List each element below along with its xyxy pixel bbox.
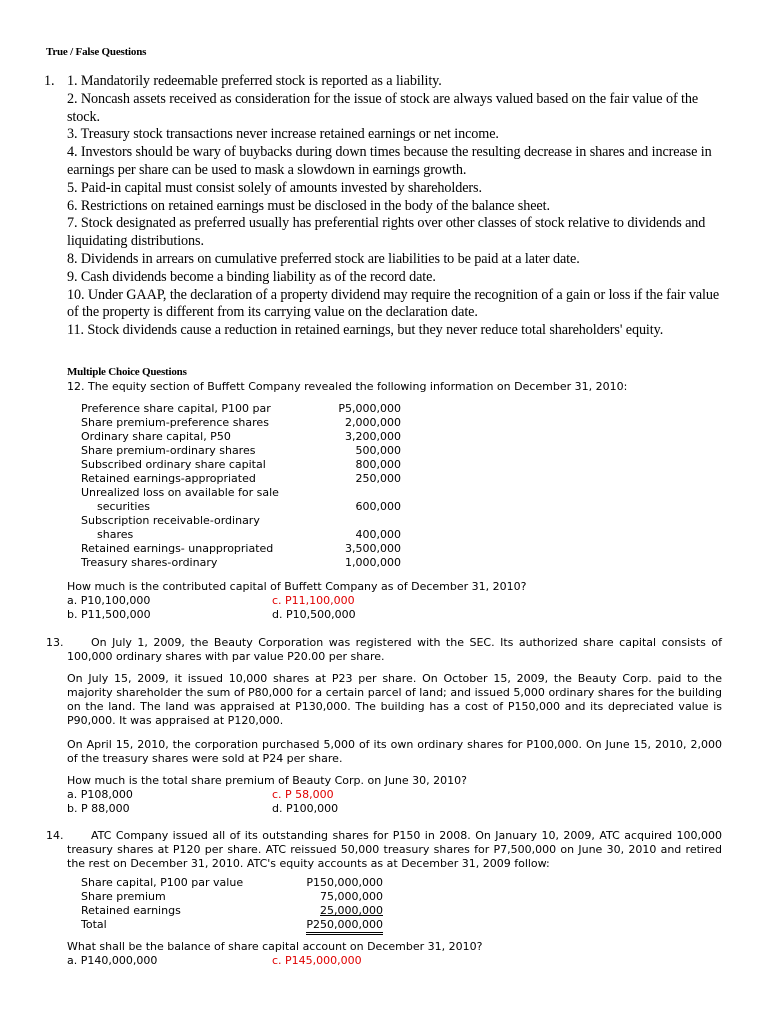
question-12-prompt: How much is the contributed capital of Buffett Company as of December 31, 2010? bbox=[67, 580, 527, 593]
row-label: Unrealized loss on available for sale bbox=[81, 486, 279, 499]
choice-a: a. P108,000 bbox=[67, 788, 133, 801]
question-14-number: 14. bbox=[46, 829, 64, 842]
list-item: 11. Stock dividends cause a reduction in retained earnings, but they never reduce total shareholders' equity. bbox=[67, 322, 664, 339]
table-row bbox=[81, 542, 401, 556]
table-row bbox=[81, 486, 401, 514]
question-14-prompt: What shall be the balance of share capital account on December 31, 2010? bbox=[67, 940, 483, 953]
row-label-continued: shares bbox=[97, 528, 134, 541]
choice-row bbox=[67, 802, 487, 816]
row-value: 3,500,000 bbox=[345, 542, 401, 555]
list-item: 6. Restrictions on retained earnings must be disclosed in the body of the balance sheet. bbox=[67, 197, 550, 214]
choice-b: b. P 88,000 bbox=[67, 802, 130, 815]
multiple-choice-heading: Multiple Choice Questions bbox=[67, 366, 187, 378]
row-value: 800,000 bbox=[355, 458, 401, 471]
row-value: 250,000 bbox=[355, 472, 401, 485]
choice-row bbox=[67, 608, 487, 622]
list-item: 3. Treasury stock transactions never increase retained earnings or net income. bbox=[67, 126, 499, 143]
row-value: 400,000 bbox=[355, 528, 401, 541]
row-value: 25,000,000 bbox=[320, 904, 383, 917]
row-value-total: P250,000,000 bbox=[306, 918, 383, 935]
row-value: 600,000 bbox=[355, 500, 401, 513]
list-item: 9. Cash dividends become a binding liability as of the record date. bbox=[67, 268, 436, 285]
choice-d: d. P10,500,000 bbox=[272, 608, 356, 621]
row-value: 3,200,000 bbox=[345, 430, 401, 443]
equity-accounts-table bbox=[81, 876, 383, 932]
row-label: Retained earnings- unappropriated bbox=[81, 542, 274, 555]
choice-c-answer: c. P145,000,000 bbox=[272, 954, 362, 967]
table-row bbox=[81, 918, 383, 932]
question-14-paragraph-1: ATC Company issued all of its outstanding shares for P150 in 2008. On January 10, 2009, ATC acquired 100,000 treasury shares at P120 per share. ATC reissued 50,000 treasury shares for P7,500,000 on June 30, 2010 and retired the rest on December 31, 2010. ATC's equity accounts as at December 31, 2009 follow: bbox=[67, 829, 722, 870]
row-label: Retained earnings-appropriated bbox=[81, 472, 256, 485]
row-label: Share premium-preference shares bbox=[81, 416, 269, 429]
row-label: Treasury shares-ordinary bbox=[81, 556, 218, 569]
table-row bbox=[81, 458, 401, 472]
row-label: Share premium-ordinary shares bbox=[81, 444, 256, 457]
row-label: Subscription receivable-ordinary bbox=[81, 514, 260, 527]
list-item: 5. Paid-in capital must consist solely of amounts invested by shareholders. bbox=[67, 179, 482, 196]
row-label: Retained earnings bbox=[81, 904, 181, 917]
question-14-choices bbox=[67, 954, 487, 968]
row-value: P5,000,000 bbox=[338, 402, 401, 415]
choice-row bbox=[67, 594, 487, 608]
question-12-stem: 12. The equity section of Buffett Company revealed the following information on December 31, 2010: bbox=[67, 380, 628, 393]
question-13-paragraph-1: On July 1, 2009, the Beauty Corporation was registered with the SEC. Its authorized share capital consists of 100,000 ordinary shares with par value P20.00 per share. bbox=[67, 636, 722, 663]
table-row bbox=[81, 402, 401, 416]
list-item: 1. Mandatorily redeemable preferred stock is reported as a liability. bbox=[67, 73, 442, 89]
row-value: 1,000,000 bbox=[345, 556, 401, 569]
question-13-paragraph-2: On July 15, 2009, it issued 10,000 shares at P23 per share. On October 15, 2009, the Beauty Corp. paid to the majority shareholder the sum of P80,000 for a certain parcel of land; and issued 5,000 ordinary shares for the building on the land. The land was appraised at P130,000. The building has a cost of P150,000 and its depreciated value is P90,000. It was appraised at P120,000. bbox=[67, 672, 722, 727]
true-false-items bbox=[67, 73, 727, 340]
choice-d: d. P100,000 bbox=[272, 802, 339, 815]
row-value: 500,000 bbox=[355, 444, 401, 457]
row-label: Ordinary share capital, P50 bbox=[81, 430, 231, 443]
choice-a: a. P140,000,000 bbox=[67, 954, 158, 967]
list-item: 4. Investors should be wary of buybacks during down times because the resulting decrease in shares and increase in earnings per share can be used to mask a slowdown in earnings growth. bbox=[67, 144, 712, 178]
question-12-choices bbox=[67, 594, 487, 622]
question-13-choices bbox=[67, 788, 487, 816]
table-row bbox=[81, 444, 401, 458]
row-label: Preference share capital, P100 par bbox=[81, 402, 271, 415]
list-item: 7. Stock designated as preferred usually has preferential rights over other classes of stock relative to dividends and liquidating distributions. bbox=[67, 215, 706, 250]
choice-b: b. P11,500,000 bbox=[67, 608, 151, 621]
row-value: P150,000,000 bbox=[306, 876, 383, 889]
table-row bbox=[81, 904, 383, 918]
choice-c-answer: c. P11,100,000 bbox=[272, 594, 355, 607]
table-row bbox=[81, 890, 383, 904]
table-row bbox=[81, 430, 401, 444]
table-row bbox=[81, 472, 401, 486]
row-value: 2,000,000 bbox=[345, 416, 401, 429]
list-item: 10. Under GAAP, the declaration of a property dividend may require the recognition of a gain or loss if the fair value of the property is different from its carrying value on the declaration date. bbox=[67, 286, 720, 321]
true-false-heading: True / False Questions bbox=[46, 46, 147, 58]
row-label: Total bbox=[81, 918, 107, 931]
question-13-number: 13. bbox=[46, 636, 64, 649]
equity-section-table bbox=[81, 402, 401, 570]
table-row bbox=[81, 556, 401, 570]
question-13-paragraph-3: On April 15, 2010, the corporation purchased 5,000 of its own ordinary shares for P100,000. On June 15, 2010, 2,000 of the treasury shares were sold at P24 per share. bbox=[67, 738, 722, 765]
row-label: Subscribed ordinary share capital bbox=[81, 458, 266, 471]
question-13-prompt: How much is the total share premium of Beauty Corp. on June 30, 2010? bbox=[67, 774, 467, 787]
choice-row bbox=[67, 788, 487, 802]
choice-a: a. P10,100,000 bbox=[67, 594, 151, 607]
row-value: 75,000,000 bbox=[320, 890, 383, 903]
choice-row bbox=[67, 954, 487, 968]
list-number: 1. bbox=[44, 73, 55, 89]
list-item: 2. Noncash assets received as consideration for the issue of stock are always valued based on the fair value of the stock. bbox=[67, 90, 699, 125]
row-label: Share capital, P100 par value bbox=[81, 876, 244, 889]
row-label: Share premium bbox=[81, 890, 166, 903]
list-item: 8. Dividends in arrears on cumulative preferred stock are liabilities to be paid at a later date. bbox=[67, 250, 580, 267]
choice-c-answer: c. P 58,000 bbox=[272, 788, 334, 801]
table-row bbox=[81, 514, 401, 542]
table-row bbox=[81, 416, 401, 430]
table-row bbox=[81, 876, 383, 890]
row-label-continued: securities bbox=[97, 500, 150, 513]
